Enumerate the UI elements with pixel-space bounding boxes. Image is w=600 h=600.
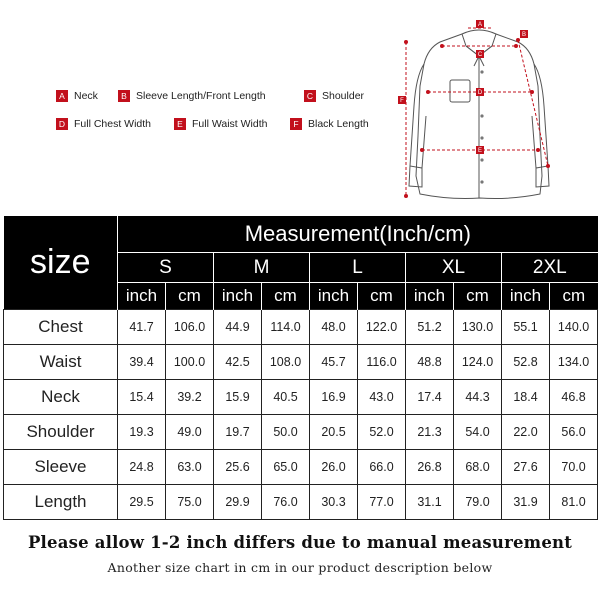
legend-item-neck [56, 90, 98, 102]
table-cell: 140.0 [550, 310, 598, 345]
table-cell: 49.0 [166, 415, 214, 450]
table-cell: 45.7 [310, 345, 358, 380]
legend-label: Neck [74, 90, 98, 102]
table-cell: 29.9 [214, 485, 262, 520]
table-cell: 116.0 [358, 345, 406, 380]
legend-label: Sleeve Length/Front Length [136, 90, 266, 102]
size-2xl-header: 2XL [502, 253, 598, 283]
unit-cm-header: cm [454, 283, 502, 310]
table-cell: 48.0 [310, 310, 358, 345]
table-row [4, 450, 598, 485]
unit-inch-header: inch [214, 283, 262, 310]
table-cell: 31.9 [502, 485, 550, 520]
table-cell: 19.3 [118, 415, 166, 450]
unit-cm-header: cm [550, 283, 598, 310]
table-cell: 130.0 [454, 310, 502, 345]
table-cell: 15.4 [118, 380, 166, 415]
table-cell: 42.5 [214, 345, 262, 380]
table-cell: 52.0 [358, 415, 406, 450]
left-sleeve-outline [410, 64, 426, 168]
table-cell: 79.0 [454, 485, 502, 520]
legend-item-length [290, 118, 369, 130]
table-cell: 56.0 [550, 415, 598, 450]
table-cell: 46.8 [550, 380, 598, 415]
table-cell: 65.0 [262, 450, 310, 485]
marker-d-label: D [477, 90, 483, 96]
table-cell: 122.0 [358, 310, 406, 345]
table-row [4, 380, 598, 415]
table-cell: 134.0 [550, 345, 598, 380]
legend-marker-a: A [56, 90, 68, 102]
table-cell: 26.8 [406, 450, 454, 485]
table-cell: 39.4 [118, 345, 166, 380]
marker-b-label: B [521, 32, 527, 38]
table-cell: 51.2 [406, 310, 454, 345]
table-cell: 68.0 [454, 450, 502, 485]
table-cell: 39.2 [166, 380, 214, 415]
size-l-header: L [310, 253, 406, 283]
description-note: Another size chart in cm in our product description below [107, 560, 493, 575]
legend-label: Full Waist Width [192, 118, 268, 130]
legend-label: Shoulder [322, 90, 365, 102]
right-sleeve-outline [532, 64, 548, 168]
table-cell: 81.0 [550, 485, 598, 520]
marker-e-label: E [477, 148, 483, 154]
size-m-header: M [214, 253, 310, 283]
table-cell: 22.0 [502, 415, 550, 450]
row-label: Shoulder [4, 415, 118, 450]
row-label: Sleeve [4, 450, 118, 485]
table-cell: 77.0 [358, 485, 406, 520]
size-chart-table [3, 216, 597, 514]
legend-marker-b: B [118, 90, 130, 102]
unit-cm-header: cm [262, 283, 310, 310]
size-header: size [4, 216, 118, 310]
unit-inch-header: inch [118, 283, 166, 310]
table-cell: 18.4 [502, 380, 550, 415]
legend-item-sleeve [118, 90, 266, 102]
table-cell: 27.6 [502, 450, 550, 485]
row-label: Waist [4, 345, 118, 380]
table-cell: 43.0 [358, 380, 406, 415]
marker-a-label: A [477, 22, 483, 28]
row-label: Chest [4, 310, 118, 345]
table-cell: 63.0 [166, 450, 214, 485]
table-cell: 20.5 [310, 415, 358, 450]
table-cell: 41.7 [118, 310, 166, 345]
table-cell: 124.0 [454, 345, 502, 380]
legend-marker-d: D [56, 118, 68, 130]
unit-inch-header: inch [310, 283, 358, 310]
table-cell: 31.1 [406, 485, 454, 520]
table-cell: 108.0 [262, 345, 310, 380]
table-cell: 75.0 [166, 485, 214, 520]
table-cell: 15.9 [214, 380, 262, 415]
table-cell: 40.5 [262, 380, 310, 415]
measurement-note: Please allow 1-2 inch differs due to manual measurement [27, 533, 573, 552]
legend-item-waist [174, 118, 267, 130]
marker-c-label: C [477, 52, 483, 58]
table-cell: 114.0 [262, 310, 310, 345]
table-cell: 66.0 [358, 450, 406, 485]
legend-marker-c: C [304, 90, 316, 102]
size-xl-header: XL [406, 253, 502, 283]
table-cell: 48.8 [406, 345, 454, 380]
table-cell: 24.8 [118, 450, 166, 485]
legend-label: Black Length [308, 118, 369, 130]
table-row [4, 345, 598, 380]
size-table [3, 216, 598, 520]
table-cell: 100.0 [166, 345, 214, 380]
table-row [4, 485, 598, 520]
table-cell: 17.4 [406, 380, 454, 415]
table-cell: 70.0 [550, 450, 598, 485]
table-cell: 16.9 [310, 380, 358, 415]
legend-item-shoulder [304, 90, 364, 102]
measurement-legend [56, 90, 396, 140]
unit-cm-header: cm [358, 283, 406, 310]
row-label: Length [4, 485, 118, 520]
unit-cm-header: cm [166, 283, 214, 310]
table-row [4, 310, 598, 345]
legend-marker-e: E [174, 118, 186, 130]
table-cell: 44.9 [214, 310, 262, 345]
table-cell: 21.3 [406, 415, 454, 450]
measurement-header: Measurement(Inch/cm) [118, 216, 598, 253]
marker-f-label: F [400, 98, 404, 104]
table-cell: 54.0 [454, 415, 502, 450]
unit-inch-header: inch [406, 283, 454, 310]
table-cell: 55.1 [502, 310, 550, 345]
legend-label: Full Chest Width [74, 118, 152, 130]
table-cell: 106.0 [166, 310, 214, 345]
table-cell: 25.6 [214, 450, 262, 485]
table-cell: 52.8 [502, 345, 550, 380]
legend-item-chest [56, 118, 151, 130]
table-cell: 50.0 [262, 415, 310, 450]
table-cell: 30.3 [310, 485, 358, 520]
row-label: Neck [4, 380, 118, 415]
table-cell: 44.3 [454, 380, 502, 415]
legend-marker-f: F [290, 118, 302, 130]
table-row [4, 415, 598, 450]
size-table-body [4, 310, 598, 520]
table-cell: 19.7 [214, 415, 262, 450]
table-cell: 26.0 [310, 450, 358, 485]
unit-inch-header: inch [502, 283, 550, 310]
table-cell: 76.0 [262, 485, 310, 520]
table-cell: 29.5 [118, 485, 166, 520]
size-s-header: S [118, 253, 214, 283]
shirt-measurement-diagram [392, 16, 568, 208]
